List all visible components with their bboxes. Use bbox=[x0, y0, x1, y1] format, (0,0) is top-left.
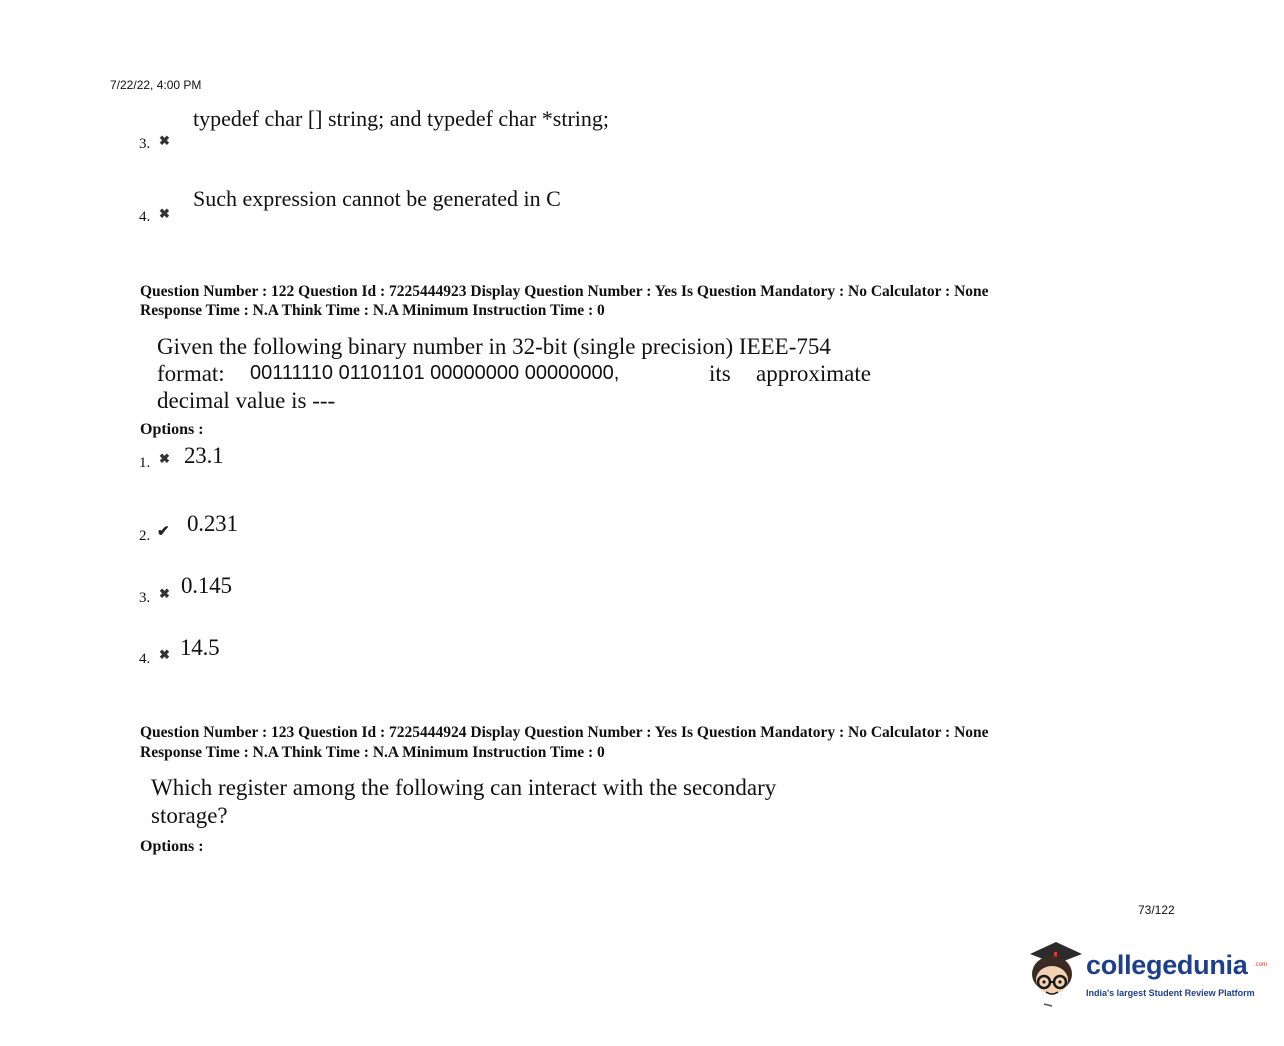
q123-options-label: Options : bbox=[140, 838, 204, 855]
q122-meta-line1: Question Number : 122 Question Id : 7225444923 Display Question Number : Yes Is Question Mandatory : No Calculator : None bbox=[140, 283, 989, 300]
q122-option-1-number: 1. bbox=[139, 455, 151, 471]
q122-text-format: format: bbox=[157, 361, 225, 386]
cross-icon: ✖ bbox=[159, 133, 170, 148]
q122-meta-line2: Response Time : N.A Think Time : N.A Minimum Instruction Time : 0 bbox=[140, 302, 605, 319]
q122-option-4-number: 4. bbox=[139, 651, 151, 667]
prev-option-4-text: Such expression cannot be generated in C bbox=[193, 186, 561, 211]
q122-options-label: Options : bbox=[140, 421, 204, 438]
cross-icon: ✖ bbox=[159, 586, 170, 601]
q123-meta-line1: Question Number : 123 Question Id : 7225444924 Display Question Number : Yes Is Question Mandatory : No Calculator : None bbox=[140, 724, 989, 741]
print-timestamp: 7/22/22, 4:00 PM bbox=[110, 78, 202, 92]
collegedunia-logo bbox=[1024, 938, 1268, 1010]
page-number: 73/122 bbox=[1138, 903, 1175, 917]
q122-option-3-text: 0.145 bbox=[181, 573, 232, 598]
q122-text-approximate: approximate bbox=[756, 361, 871, 386]
prev-option-3-number: 3. bbox=[139, 136, 151, 152]
cross-icon: ✖ bbox=[159, 451, 170, 466]
prev-option-4-number: 4. bbox=[139, 209, 151, 225]
logo-tagline: India's largest Student Review Platform bbox=[1086, 988, 1255, 998]
q122-option-1-text: 23.1 bbox=[184, 443, 224, 468]
q123-text-line2: storage? bbox=[151, 803, 228, 828]
q122-option-4-text: 14.5 bbox=[180, 635, 220, 660]
q122-option-2-number: 2. bbox=[139, 528, 151, 544]
q122-binary-number: 00111110 01101101 00000000 00000000, bbox=[250, 362, 620, 384]
q123-meta-line2: Response Time : N.A Think Time : N.A Minimum Instruction Time : 0 bbox=[140, 744, 605, 761]
q122-text-line1: Given the following binary number in 32-bit (single precision) IEEE-754 bbox=[157, 334, 831, 359]
check-icon: ✔ bbox=[157, 524, 170, 540]
q122-text-line3: decimal value is --- bbox=[157, 388, 336, 413]
q122-option-2-text: 0.231 bbox=[187, 511, 238, 536]
prev-option-3-text: typedef char [] string; and typedef char *string; bbox=[193, 106, 610, 131]
mascot-icon bbox=[1024, 938, 1086, 1010]
q123-text-line1: Which register among the following can interact with the secondary bbox=[151, 775, 777, 800]
q122-text-its: its bbox=[709, 361, 731, 386]
logo-wordmark: collegedunia bbox=[1086, 950, 1248, 980]
cross-icon: ✖ bbox=[159, 206, 170, 221]
cross-icon: ✖ bbox=[159, 647, 170, 662]
q122-option-3-number: 3. bbox=[139, 590, 151, 606]
logo-domain-suffix: .com bbox=[1254, 962, 1268, 968]
